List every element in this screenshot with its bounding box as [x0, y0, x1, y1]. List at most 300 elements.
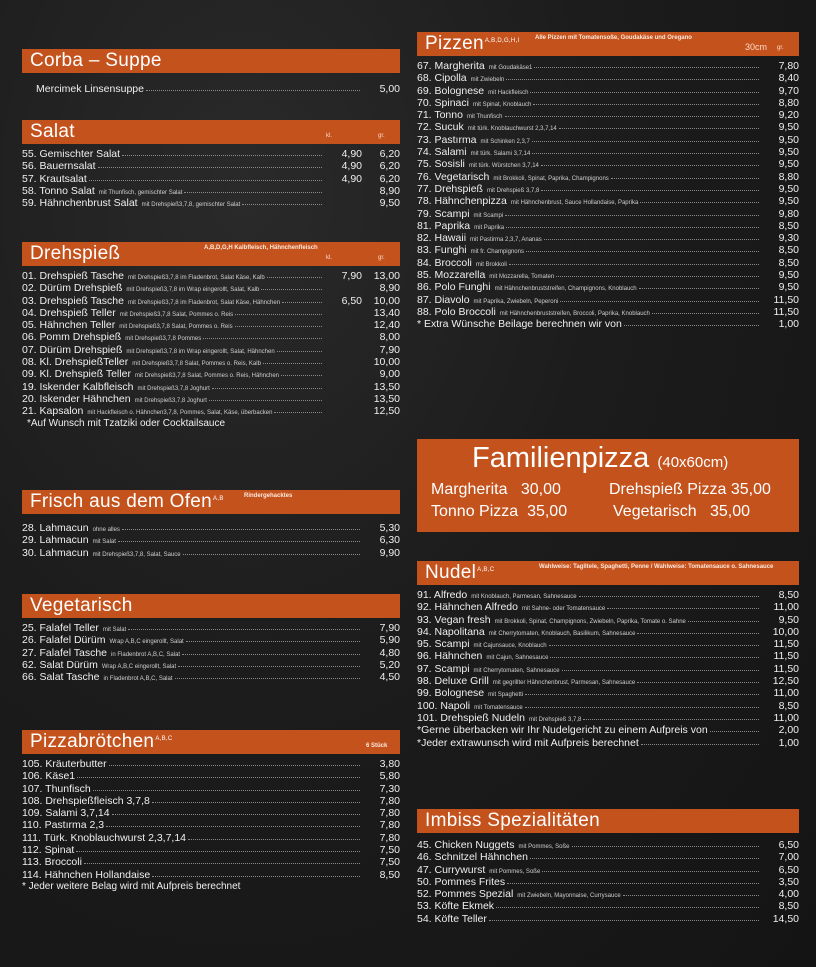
menu-item [417, 72, 799, 84]
item-description: mit Spaghetti [488, 692, 524, 699]
section-title: Nudel$^{A,B,C}$ [425, 562, 495, 583]
item-name: 110. Pastırma 2,3 [22, 819, 105, 832]
section-note: 6 Stück [366, 743, 388, 749]
item-name: 56. Bauernsalat [22, 160, 96, 173]
menu-item [22, 160, 400, 172]
item-description: mit Drehspieß3,7,8 Pommes [125, 336, 202, 343]
dot-leader [640, 202, 759, 203]
item-name: 72. Sucuk [417, 121, 464, 134]
dot-leader [122, 155, 322, 156]
item-name: 77. Drehspieß [417, 182, 483, 195]
section-drehspiess [22, 242, 400, 430]
item-description: mit Drehspieß3,7,8 Salat, Pommes o. Reis, Hähnchen [134, 373, 280, 380]
menu-item [22, 622, 400, 634]
item-name: *Jeder extrawunsch wird mit Aufpreis berechnet [417, 736, 639, 749]
dot-leader [544, 239, 759, 240]
menu-item [417, 183, 799, 195]
item-price: 6,50 [778, 863, 799, 876]
item-price: 5,30 [379, 522, 400, 534]
dot-leader [178, 666, 360, 667]
section-pizzabroetchen [22, 730, 400, 893]
item-name: 19. Iskender Kalbfleisch [22, 380, 134, 393]
menu-item [22, 770, 400, 782]
item-price-small: 7,90 [341, 270, 362, 282]
item-name: 84. Broccoli [417, 256, 472, 269]
item-description: mit Hackfleisch [488, 89, 529, 96]
item-name: 88. Polo Broccoli [417, 305, 496, 318]
menu-list [22, 514, 400, 559]
item-name: 94. Napolitana [417, 625, 485, 638]
section-title: Frisch aus dem Ofen$^{A,B}$ [30, 491, 224, 512]
item-price: 1,00 [778, 736, 799, 749]
item-name: 106. Käse1 [22, 770, 76, 783]
menu-list [417, 56, 799, 331]
item-price: 5,80 [379, 770, 400, 783]
dot-leader [489, 920, 759, 921]
item-price: 11,00 [773, 687, 799, 700]
dot-leader [541, 165, 759, 166]
menu-item [22, 671, 400, 683]
item-name: 54. Köfte Teller [417, 912, 487, 925]
item-description: mit Drehspieß3,7,8, Salat, Sauce [92, 551, 181, 558]
item-price: 11,50 [773, 638, 799, 651]
item-price: 11,50 [773, 650, 799, 663]
item-price: 9,50 [778, 158, 799, 171]
item-name: 01. Drehspieß Tasche [22, 270, 124, 282]
menu-item [417, 839, 799, 851]
section-nudel [417, 561, 799, 749]
menu-item [22, 547, 400, 559]
item-price: 9,50 [379, 197, 400, 210]
item-name: 25. Falafel Teller [22, 622, 99, 634]
item-name: 50. Pommes Frites [417, 875, 506, 888]
dot-leader [235, 326, 322, 327]
item-name: 113. Broccoli [22, 856, 82, 869]
item-name: 95. Scampi [417, 638, 470, 651]
item-price: 9,50 [778, 133, 799, 146]
menu-item [22, 307, 400, 319]
menu-item [22, 270, 400, 282]
menu-item [22, 282, 400, 294]
menu-item [417, 85, 799, 97]
item-name: 07. Dürüm Drehspieß [22, 343, 123, 356]
item-name: * Extra Wünsche Beilage berechnen wir von [417, 318, 622, 331]
item-description: mit Drehspieß 3,7,8 [486, 187, 540, 194]
family-item-tonno: Tonno Pizza 35,00 [431, 503, 568, 520]
item-name: 45. Chicken Nuggets [417, 839, 515, 851]
item-price: 7,80 [778, 60, 799, 72]
item-price: 8,40 [778, 72, 799, 85]
menu-item [417, 626, 799, 638]
menu-item [22, 807, 400, 819]
item-name: 57. Krautsalat [22, 172, 87, 185]
dot-leader [637, 633, 759, 634]
item-price: 8,50 [778, 900, 799, 913]
item-price: 13,50 [373, 392, 400, 405]
item-price: 8,90 [379, 184, 400, 197]
item-description: mit fr. Champignons [470, 249, 524, 256]
dot-leader [652, 313, 759, 314]
item-name: 55. Gemischter Salat [22, 148, 121, 160]
section-imbiss [417, 809, 799, 925]
item-name: 108. Drehspießfleisch 3,7,8 [22, 794, 150, 807]
item-description: mit Drehspieß3,7,8 im Wrap eingerollt, Salat, Kalb [126, 287, 260, 294]
dot-leader [533, 104, 759, 105]
menu-item [417, 220, 799, 232]
item-name: 79. Scampi [417, 207, 470, 220]
item-description: mit Drehspieß3,7,8 Salat, Pommes o. Reis, Kalb [132, 361, 261, 368]
item-price: 7,80 [379, 819, 400, 832]
item-name: 70. Spinaci [417, 96, 469, 109]
item-name: 114. Hähnchen Hollandaise [22, 868, 151, 881]
section-note: A,B,D,G,H Kalbfleisch, Hähnchenfleisch [204, 245, 318, 251]
section-header [417, 809, 799, 833]
section-title: Pizzabrötchen$^{A,B,C}$ [30, 731, 173, 752]
item-price: 6,20 [379, 172, 400, 185]
item-description: in Fladenbrot A,B,C, Salat [111, 651, 181, 658]
menu-item [417, 60, 799, 72]
item-name: 96. Hähnchen [417, 650, 483, 663]
menu-item [417, 851, 799, 863]
item-price: 1,00 [778, 318, 799, 331]
section-header [22, 594, 400, 618]
item-name: 09. Kl. Drehspieß Teller [22, 368, 131, 381]
menu-item [22, 869, 400, 881]
dot-leader [579, 596, 759, 597]
item-description: mit Cajunsauce, Knoblauch [473, 643, 547, 650]
dot-leader [506, 227, 759, 228]
section-note: Rindergehacktes [244, 493, 293, 499]
menu-item [417, 712, 799, 724]
item-description: mit Schinken 2,3,7 [480, 138, 530, 145]
dot-leader [534, 67, 759, 68]
item-description: mit Sahne- oder Tomatensauce [522, 606, 606, 613]
dot-leader [77, 777, 360, 778]
item-description: mit türk. Würstchen 3,7,14 [468, 163, 539, 170]
menu-item [22, 148, 400, 160]
item-price: 6,50 [778, 839, 799, 851]
item-name: 111. Türk. Knoblauchwurst 2,3,7,14 [22, 831, 187, 844]
section-salat [22, 120, 400, 209]
item-price: 11,50 [773, 305, 799, 318]
dot-leader [261, 289, 322, 290]
item-price: 11,00 [773, 711, 799, 724]
section-header [22, 730, 400, 754]
dot-leader [109, 765, 360, 766]
menu-item [417, 864, 799, 876]
section-vegetarisch [22, 594, 400, 683]
item-price: 7,00 [778, 851, 799, 864]
item-price: 9,80 [778, 207, 799, 220]
item-name: 109. Salami 3,7,14 [22, 807, 110, 820]
dot-leader [509, 264, 759, 265]
menu-item [417, 146, 799, 158]
menu-item [22, 758, 400, 770]
item-description: mit Drehspieß3,7,8 Joghurt [134, 397, 207, 404]
menu-item [417, 737, 799, 749]
item-name: 52. Pommes Spezial [417, 888, 514, 901]
item-price-small: 4,90 [341, 172, 362, 185]
item-price: 10,00 [772, 625, 799, 638]
item-price: 9,50 [778, 195, 799, 208]
item-description: mit Goudakäse1 [488, 65, 533, 71]
dot-leader [89, 180, 322, 181]
item-price: 9,70 [778, 84, 799, 97]
menu-item [22, 295, 400, 307]
item-description: mit Drehspieß3,7,8 im Fladenbrot, Salat Käse, Hähnchen [127, 299, 281, 306]
menu-item [417, 650, 799, 662]
item-price: 9,00 [379, 368, 400, 381]
dot-leader [188, 839, 360, 840]
dot-leader [282, 302, 322, 303]
menu-item [22, 659, 400, 671]
item-name: 81. Paprika [417, 219, 471, 232]
menu-item [417, 888, 799, 900]
item-price: 3,50 [778, 875, 799, 888]
section-note: Wahlweise: Taglitele, Spaghetti, Penne / Wahlweise: Tomatensauce o. Sahnesauce [539, 564, 774, 570]
item-price: 3,80 [379, 758, 400, 770]
dot-leader [212, 388, 322, 389]
item-price-small: 6,50 [341, 294, 362, 307]
item-description: mit Spinat, Knoblauch [472, 101, 532, 108]
familienpizza-title: Familienpizza (40x60cm) [472, 442, 729, 474]
menu-item [36, 83, 400, 95]
item-name: 46. Schnitzel Hähnchen [417, 851, 528, 864]
item-price: 2,00 [778, 724, 799, 737]
item-price-small: 4,90 [341, 148, 362, 160]
section-pizzen [417, 32, 799, 331]
dot-leader [281, 375, 322, 376]
item-price: 13,40 [373, 306, 400, 319]
item-description: mit türk. Knoblauchwurst 2,3,7,14 [467, 126, 557, 133]
item-name: 86. Polo Funghi [417, 281, 491, 294]
item-price: 9,50 [778, 613, 799, 626]
item-name: 20. Iskender Hähnchen [22, 392, 131, 405]
item-name: 47. Currywurst [417, 863, 486, 876]
family-item-vegetarisch: Vegetarisch 35,00 [613, 503, 750, 520]
menu-item [417, 700, 799, 712]
item-description: mit Zwiebeln, Mayonnaise, Currysauce [517, 893, 621, 900]
item-name: 87. Diavolo [417, 293, 470, 306]
item-price: 4,50 [379, 671, 400, 684]
dot-leader [525, 707, 759, 708]
family-item-drehspiess: Drehspieß Pizza 35,00 [609, 481, 771, 498]
dot-leader [549, 645, 759, 646]
item-name: 21. Kapsalon [22, 405, 84, 418]
dot-leader [532, 153, 759, 154]
item-price: 14,50 [772, 912, 799, 925]
dot-leader [506, 79, 759, 80]
dot-leader [267, 277, 322, 278]
item-description: mit Hähnchenbrust, Sauce Hollandaise, Paprika [510, 200, 639, 207]
dot-leader [641, 744, 759, 745]
col-30cm-label: 30cm [745, 42, 768, 52]
dot-leader [175, 678, 361, 679]
item-name: 85. Mozzarella [417, 269, 486, 282]
family-item-margherita: Margherita 30,00 [431, 481, 561, 498]
menu-item [22, 783, 400, 795]
item-name: 100. Napoli [417, 699, 471, 712]
menu-item [417, 638, 799, 650]
dot-leader [639, 288, 759, 289]
dot-leader [106, 826, 360, 827]
dot-leader [550, 657, 759, 658]
dot-leader [505, 215, 759, 216]
menu-item [417, 306, 799, 318]
dot-leader [118, 541, 360, 542]
footnote: *Auf Wunsch mit Tzatziki oder Cocktailsauce [27, 417, 226, 429]
item-name: Mercimek Linsensuppe [36, 83, 144, 95]
item-description: mit Drehspieß3,7,8 im Wrap eingerollt, Salat, Hähnchen [126, 348, 275, 355]
section-title: Drehspieß [30, 243, 121, 264]
dot-leader [505, 116, 759, 117]
menu-item [22, 185, 400, 197]
menu-list [22, 618, 400, 683]
menu-item [417, 109, 799, 121]
menu-item [417, 134, 799, 146]
dot-leader [607, 608, 759, 609]
col-gr-label: gr. [777, 45, 784, 51]
menu-item [22, 368, 400, 380]
item-price: 7,50 [379, 856, 400, 869]
item-name: 53. Köfte Ekmek [417, 900, 495, 913]
item-price: 6,20 [379, 148, 400, 160]
item-price: 8,00 [379, 331, 400, 344]
item-name: 02. Dürüm Drehspieß [22, 282, 123, 295]
dot-leader [277, 351, 322, 352]
item-price: 9,50 [778, 121, 799, 134]
section-header [22, 49, 400, 73]
menu-item [22, 856, 400, 868]
item-name: 30. Lahmacun [22, 546, 89, 559]
menu-item [417, 589, 799, 601]
item-name: 92. Hähnchen Alfredo [417, 601, 518, 614]
item-name: 06. Pomm Drehspieß [22, 331, 122, 344]
section-ofen [22, 490, 400, 559]
item-name: 59. Hähnchenbrust Salat [22, 197, 138, 210]
dot-leader [623, 895, 759, 896]
item-description: mit Drehspieß 3,7,8 [528, 716, 582, 723]
menu-list [22, 266, 400, 418]
item-description: mit Tomatensauce [474, 704, 523, 711]
section-title: Imbiss Spezialitäten [425, 810, 600, 831]
dot-leader [688, 621, 759, 622]
dot-leader [84, 863, 360, 864]
dot-leader [560, 301, 759, 302]
dot-leader [146, 90, 360, 91]
item-price: 11,00 [773, 601, 799, 614]
dot-leader [263, 363, 322, 364]
item-price: 10,00 [373, 356, 400, 369]
item-name: 68. Cipolla [417, 72, 467, 85]
item-price: 9,90 [379, 546, 400, 559]
menu-item [417, 121, 799, 133]
dot-leader [542, 871, 759, 872]
item-price: 8,50 [778, 244, 799, 257]
dot-leader [209, 400, 322, 401]
menu-item [417, 913, 799, 925]
menu-list [22, 73, 400, 95]
dot-leader [530, 92, 759, 93]
item-name: 03. Drehspieß Tasche [22, 294, 124, 307]
menu-list [22, 754, 400, 881]
item-description: mit Zwiebeln [470, 77, 505, 84]
item-name: 105. Kräuterbutter [22, 758, 107, 770]
item-description: mit Pommes, Soße [518, 844, 570, 850]
item-name: 29. Lahmacun [22, 534, 89, 547]
dot-leader [128, 629, 360, 630]
menu-item [417, 675, 799, 687]
menu-item [22, 647, 400, 659]
section-title: Pizzen$^{A,B,D,G,H,I}$ [425, 33, 520, 54]
item-description: mit Brokkoli [475, 261, 507, 268]
item-description: mit Salat [102, 627, 127, 633]
menu-item [417, 257, 799, 269]
menu-item [22, 795, 400, 807]
dot-leader [186, 641, 360, 642]
section-header [22, 242, 400, 266]
item-description: mit türk. Salami 3,7,14 [470, 151, 531, 158]
item-description: mit Drehspieß3,7,8 Joghurt [137, 385, 210, 392]
menu-item [22, 634, 400, 646]
item-name: 58. Tonno Salat [22, 184, 95, 197]
item-name: 99. Bolognese [417, 687, 485, 700]
dot-leader [525, 694, 759, 695]
item-name: 83. Funghi [417, 244, 467, 257]
item-description: mit Paprika, Zwiebeln, Peperoni [473, 298, 559, 305]
item-price: 8,80 [778, 170, 799, 183]
item-price: 12,50 [772, 675, 799, 688]
menu-item [417, 97, 799, 109]
item-description: mit Pommes, Soße [489, 868, 541, 875]
menu-item [417, 663, 799, 675]
footnote: * Jeder weitere Belag wird mit Aufpreis berechnet [22, 880, 241, 892]
dot-leader [242, 204, 322, 205]
dot-leader [184, 192, 322, 193]
item-price: 9,50 [778, 146, 799, 159]
dot-leader [93, 790, 360, 791]
menu-item [22, 393, 400, 405]
menu-item [417, 294, 799, 306]
item-description: mit Brokkoli, Spinat, Champignons, Zwiebeln, Paprika, Tomate o. Sahne [494, 618, 686, 625]
item-price: 11,50 [773, 293, 799, 306]
menu-item [22, 344, 400, 356]
item-description: Wrap A,B,C eingerollt, Salat [101, 663, 177, 670]
item-description: mit gegrillter Hähnchenbrust, Parmesan, Sahnesauce [492, 680, 636, 687]
dot-leader [541, 190, 759, 191]
item-price: 8,50 [778, 589, 799, 601]
dot-leader [572, 846, 760, 847]
item-description: mit Mozzarella, Tomaten [489, 274, 555, 281]
item-price: 7,50 [379, 844, 400, 857]
menu-item [22, 173, 400, 185]
item-price: 4,80 [379, 646, 400, 659]
item-price: 10,00 [373, 294, 400, 307]
dot-leader [559, 128, 759, 129]
item-name: 26. Falafel Dürüm [22, 634, 106, 647]
menu-list [22, 144, 400, 209]
item-price: 8,50 [379, 868, 400, 881]
item-name: 66. Salat Tasche [22, 671, 100, 684]
item-price: 9,50 [778, 269, 799, 282]
item-description: Wrap A,B,C eingerollt, Salat [109, 639, 184, 646]
item-price: 9,30 [778, 232, 799, 245]
section-header [417, 561, 799, 585]
dot-leader [562, 670, 759, 671]
dot-leader [583, 719, 759, 720]
menu-item [22, 319, 400, 331]
item-name: 04. Drehspieß Teller [22, 306, 116, 319]
